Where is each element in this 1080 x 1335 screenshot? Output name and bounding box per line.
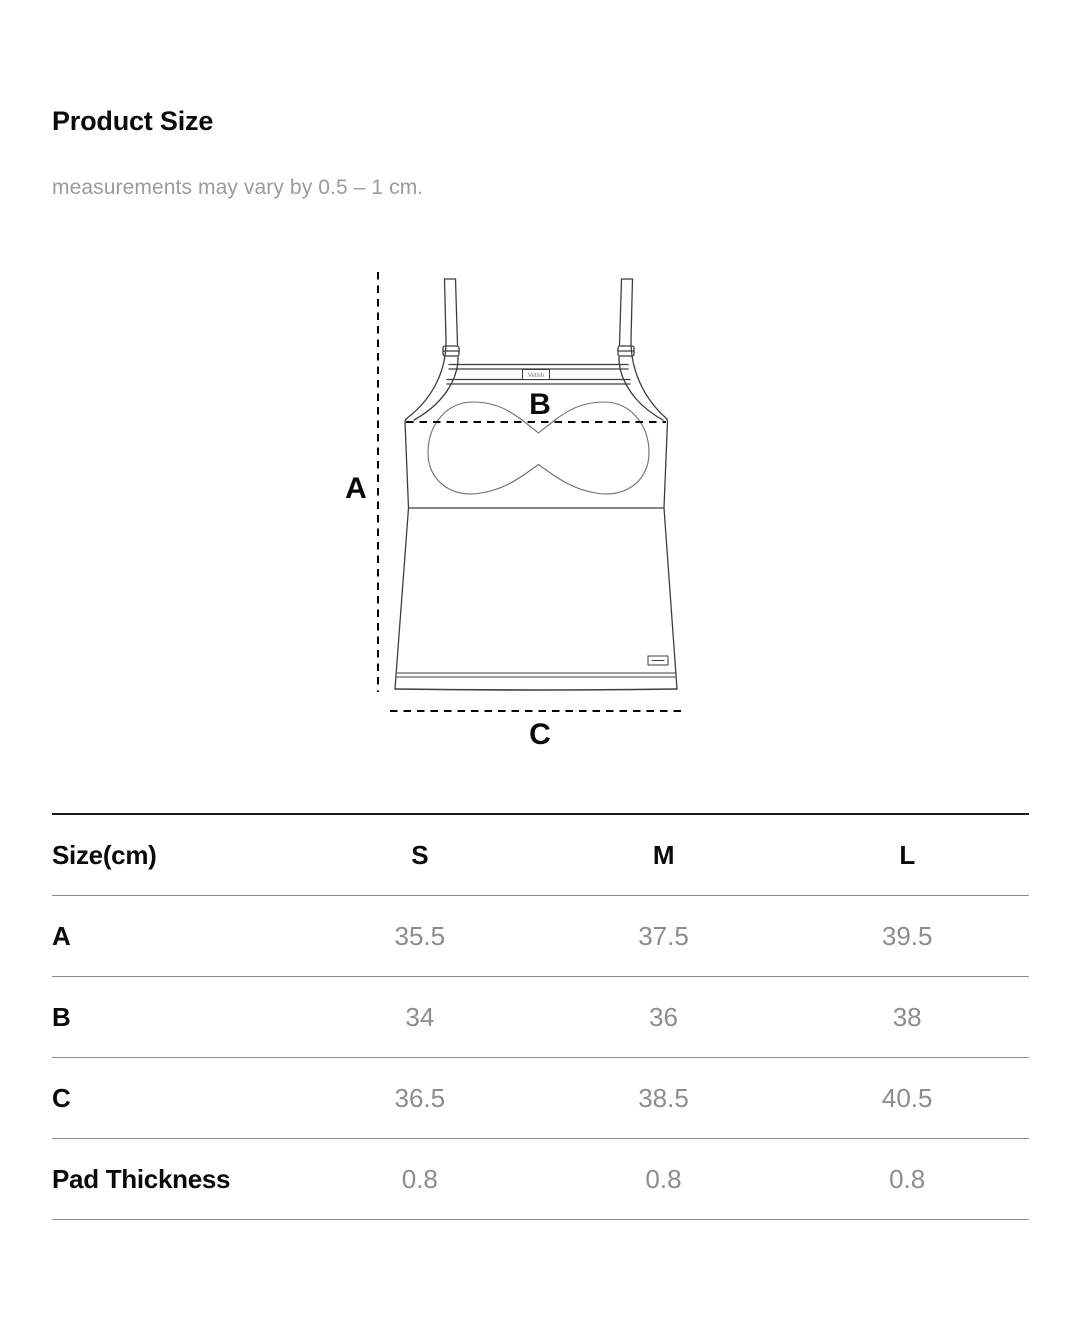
value-a-s: 35.5 [394,920,446,951]
dim-label-a: A [345,472,367,505]
right-strap-inner [620,279,622,345]
table-row-b [52,977,1029,1058]
size-table-header-s: S [411,839,429,870]
value-c-l: 40.5 [881,1082,933,1113]
dimension-lines [378,272,686,711]
neck-tag [523,370,550,380]
value-b-l: 38 [892,1001,922,1032]
value-a-m: 37.5 [638,920,689,951]
value-c-m: 38.5 [638,1082,689,1113]
value-c-s: 36.5 [394,1082,446,1113]
value-pad-m: 0.8 [645,1163,682,1194]
value-b-m: 36 [649,1001,678,1032]
value-b-s: 34 [405,1001,435,1032]
value-pad-s: 0.8 [401,1163,438,1194]
table-row-c [52,1058,1029,1139]
dim-label-c: C [529,718,551,751]
right-strap-outer [631,279,667,419]
page-subtitle: measurements may vary by 0.5 – 1 cm. [52,176,424,199]
dimension-labels [345,388,551,751]
row-label-a: A [52,920,71,951]
dim-label-b: B [529,388,551,421]
left-side-seam [395,419,409,689]
size-table [52,813,1029,1220]
right-side-seam [664,419,677,689]
size-table-header-size-cm: Size(cm) [52,839,157,870]
value-pad-l: 0.8 [889,1163,926,1194]
hem-bottom-edge [395,689,677,690]
left-strap-outer [406,279,446,419]
left-strap-inner [456,279,458,345]
page-title: Product Size [52,106,214,136]
row-label-b: B [52,1001,71,1032]
size-table-header-l: L [899,839,915,870]
size-table-header-row [52,815,1029,896]
table-row-pad-thickness [52,1139,1029,1220]
row-label-c: C [52,1082,71,1113]
left-strap-lower [414,357,458,420]
size-table-header-m: M [652,839,675,870]
value-a-l: 39.5 [881,920,933,951]
neck-tag-text: Vetish [527,373,545,379]
row-label-pad-thickness: Pad Thickness [52,1163,231,1194]
table-row-a [52,896,1029,977]
right-strap-lower [619,357,663,420]
